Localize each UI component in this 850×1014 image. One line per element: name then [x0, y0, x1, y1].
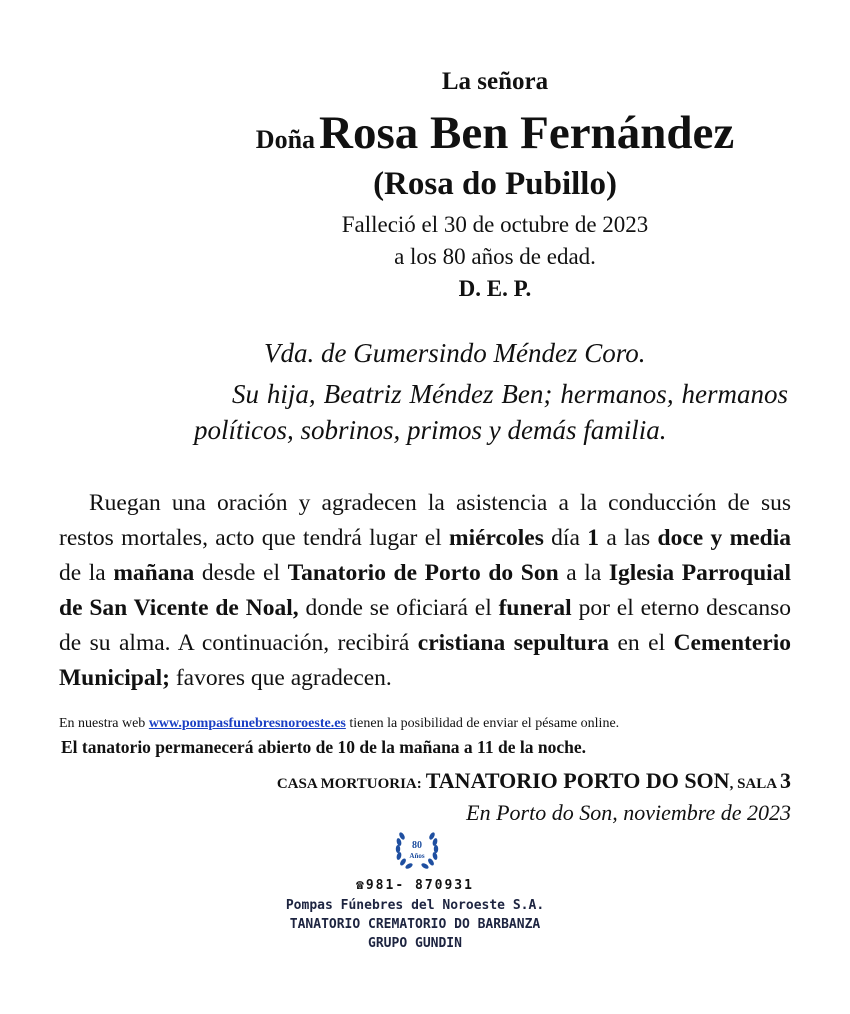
- body-text-4: de la: [59, 560, 114, 586]
- intro-text: La señora: [441, 68, 549, 95]
- death-date-line: Falleció el 30 de octubre de 2023: [341, 212, 649, 237]
- logo-word: Años: [409, 852, 425, 860]
- body-day-number: 1: [587, 525, 599, 551]
- group-name: GRUPO GUNDIN: [368, 936, 462, 951]
- body-text-10: favores que agradecen.: [169, 665, 392, 691]
- body-text-9: en el: [609, 630, 674, 656]
- body-origin: Tanatorio de Porto do Son: [287, 560, 559, 586]
- body-period: mañana: [113, 560, 195, 586]
- body-day-name: miércoles: [449, 525, 544, 551]
- body-text-1: Ruegan una oración y agradecen la asistencia a la conducción de sus restos mortales, acto que tendrá lugar el: [59, 490, 791, 551]
- body-time: doce y media: [657, 525, 791, 551]
- deceased-name: Rosa Ben Fernández: [319, 107, 735, 159]
- website-link[interactable]: www.pompasfunebresnoroeste.es: [148, 716, 346, 731]
- phone-number: ☎981- 870931: [356, 878, 474, 893]
- body-text-2: día: [543, 525, 588, 551]
- body-funeral: funeral: [498, 595, 572, 621]
- dep-text: D. E. P.: [458, 276, 532, 301]
- widow-line: Vda. de Gumersindo Méndez Coro.: [264, 338, 646, 368]
- body-text-6: a la: [558, 560, 609, 586]
- age-line: a los 80 años de edad.: [394, 244, 596, 269]
- web-note-after: tienen la posibilidad de enviar el pésame online.: [345, 716, 620, 731]
- body-church: Iglesia Parroquial de San Vicente de Noal,: [59, 560, 791, 621]
- casa-value: TANATORIO PORTO DO SON: [425, 768, 730, 793]
- body-text-5: desde el: [194, 560, 288, 586]
- crematorio-name: TANATORIO CREMATORIO DO BARBANZA: [289, 917, 541, 932]
- opening-hours-note: El tanatorio permanecerá abierto de 10 de la mañana a 11 de la noche.: [61, 737, 586, 757]
- web-note-before: En nuestra web: [59, 716, 149, 731]
- body-text-8: por el eterno descanso de su alma. A continuación, recibirá: [59, 595, 791, 656]
- casa-label: CASA MORTUORIA:: [276, 776, 422, 792]
- sala-number: 3: [780, 768, 791, 793]
- company-name: Pompas Fúnebres del Noroeste S.A.: [285, 898, 545, 913]
- deceased-name-line: [0, 106, 850, 160]
- nickname: (Rosa do Pubillo): [373, 166, 617, 202]
- web-note: [59, 716, 619, 732]
- logo-number: 80: [412, 840, 422, 851]
- anniversary-laurel-logo: [390, 826, 444, 872]
- ceremony-paragraph: [59, 486, 791, 696]
- body-burial: cristiana sepultura: [417, 630, 610, 656]
- funeral-home-line: [277, 768, 791, 794]
- place-date: En Porto do Son, noviembre de 2023: [466, 800, 791, 825]
- body-text-3: a las: [598, 525, 658, 551]
- body-text-7: donde se oficiará el: [298, 595, 499, 621]
- sala-label: , SALA: [729, 776, 780, 792]
- family-paragraph: Su hija, Beatriz Méndez Ben; hermanos, hermanos políticos, sobrinos, primos y demás familia.: [194, 379, 788, 445]
- name-prefix: Doña: [255, 125, 316, 154]
- body-cemetery: Cementerio Municipal;: [59, 630, 792, 691]
